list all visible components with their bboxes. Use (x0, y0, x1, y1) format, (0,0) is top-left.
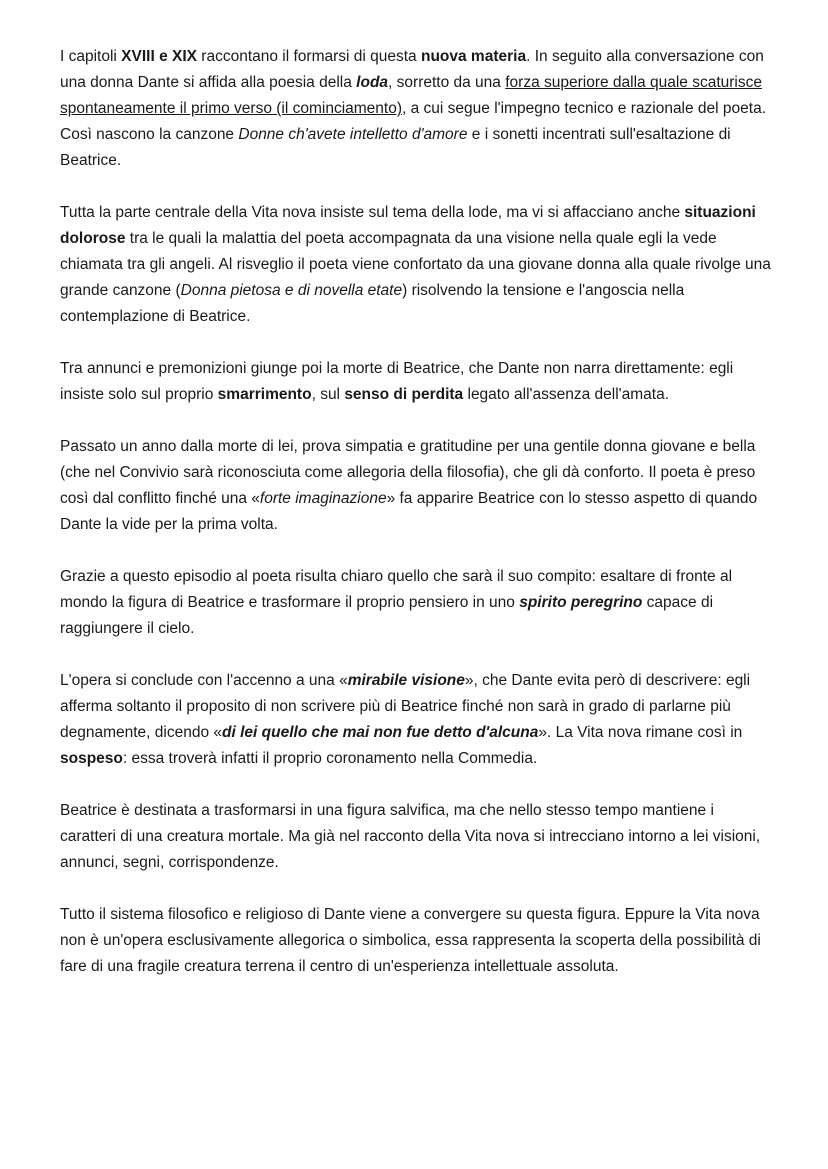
italic-canzone-title: Donna pietosa e di novella etate (180, 282, 403, 299)
text-run: : essa troverà infatti il proprio coronamento nella Commedia. (122, 750, 538, 767)
text-run: raccontano il formarsi di questa (196, 48, 421, 65)
text-run: ». La Vita nova rimane così in (538, 724, 743, 741)
text-run: ) risolvendo la tensione e l'angoscia nella contemplazione di Beatrice. (60, 282, 685, 325)
paragraph-chapters (60, 44, 772, 174)
text-run: legato all'assenza dell'amata. (463, 386, 670, 403)
text-run: e i sonetti incentrati sull'esaltazione di Beatrice. (60, 126, 731, 169)
text-run: L'opera si conclude con l'accenno a una « (60, 672, 348, 689)
underlined-superior-force: forza superiore dalla quale scaturisce spontaneamente il primo verso (il cominciamento) (60, 74, 762, 117)
italic-strong-imagination: forte imaginazione (259, 490, 387, 507)
text-run: tra le quali la malattia del poeta accompagnata da una visione nella quale egli la vede chiamata tra gli angeli. Al risveglio il poeta viene confortato da una giovane donna alla quale rivolge una grande canzone ( (60, 230, 771, 299)
text-run: , a cui segue l'impegno tecnico e razionale del poeta. Così nascono la canzone (60, 100, 767, 143)
paragraph-gentle-lady (60, 434, 772, 538)
text-run: » fa apparire Beatrice con lo stesso aspetto di quando Dante la vide per la prima volta. (60, 490, 758, 533)
paragraph-death-of-beatrice (60, 356, 772, 408)
text-run: Beatrice è destinata a trasformarsi in una figura salvifica, ma che nello stesso tempo mantiene i caratteri di una creatura mortale. Ma già nel racconto della Vita nova si intrecciano intorno a lei visioni, annunci, segni, corrispondenze. (60, 802, 761, 871)
text-run: Passato un anno dalla morte di lei, prova simpatia e gratitudine per una gentile donna giovane e bella (che nel Convivio sarà riconosciuta come allegoria della filosofia), che gli dà conforto. Il poeta è preso così dal conflitto finché una « (60, 438, 756, 507)
paragraph-philosophical-system (60, 902, 772, 980)
bold-bewilderment: smarrimento (217, 386, 312, 403)
paragraph-poet-task (60, 564, 772, 642)
bold-italic-loda: loda (356, 74, 389, 91)
document-page (60, 44, 772, 1006)
text-run: », che Dante evita però di descrivere: egli afferma soltanto il proposito di non scrivere più di Beatrice finché non sarà in grado di parlarne più degnamente, dicendo « (60, 672, 751, 741)
bold-italic-wondrous-vision: mirabile visione (347, 672, 465, 689)
bold-chapters: XVIII e XIX (121, 48, 197, 65)
text-run: capace di raggiungere il cielo. (60, 594, 714, 637)
text-run: Tutto il sistema filosofico e religioso di Dante viene a convergere su questa figura. Eppure la Vita nova non è un'opera esclusivamente allegorica o simbolica, essa rappresenta la scoperta della possibilità di fare di una fragile creatura terrena il centro di un'esperienza intellettuale assoluta. (60, 906, 761, 975)
bold-suspended: sospeso (60, 750, 123, 767)
bold-italic-quote: di lei quello che mai non fue detto d'alcuna (222, 724, 539, 741)
paragraph-conclusion (60, 668, 772, 772)
italic-canzone-title: Donne ch'avete intelletto d'amore (238, 126, 468, 143)
text-run: . In seguito alla conversazione con una donna Dante si affida alla poesia della (60, 48, 764, 91)
text-run: Tra annunci e premonizioni giunge poi la morte di Beatrice, che Dante non narra direttamente: egli insiste solo sul proprio (60, 360, 734, 403)
bold-painful-situations: situazioni dolorose (60, 204, 756, 247)
text-run: , sul (311, 386, 345, 403)
text-run: I capitoli (60, 48, 122, 65)
text-run: Tutta la parte centrale della Vita nova insiste sul tema della lode, ma vi si affacciano anche (60, 204, 685, 221)
bold-sense-of-loss: senso di perdita (344, 386, 464, 403)
text-run: , sorretto da una (388, 74, 506, 91)
paragraph-central-part (60, 200, 772, 330)
paragraph-salvific-figure (60, 798, 772, 876)
text-run: Grazie a questo episodio al poeta risulta chiaro quello che sarà il suo compito: esaltare di fronte al mondo la figura di Beatrice e trasformare il proprio pensiero in uno (60, 568, 733, 611)
bold-italic-pilgrim-spirit: spirito peregrino (519, 594, 643, 611)
bold-new-matter: nuova materia (420, 48, 527, 65)
